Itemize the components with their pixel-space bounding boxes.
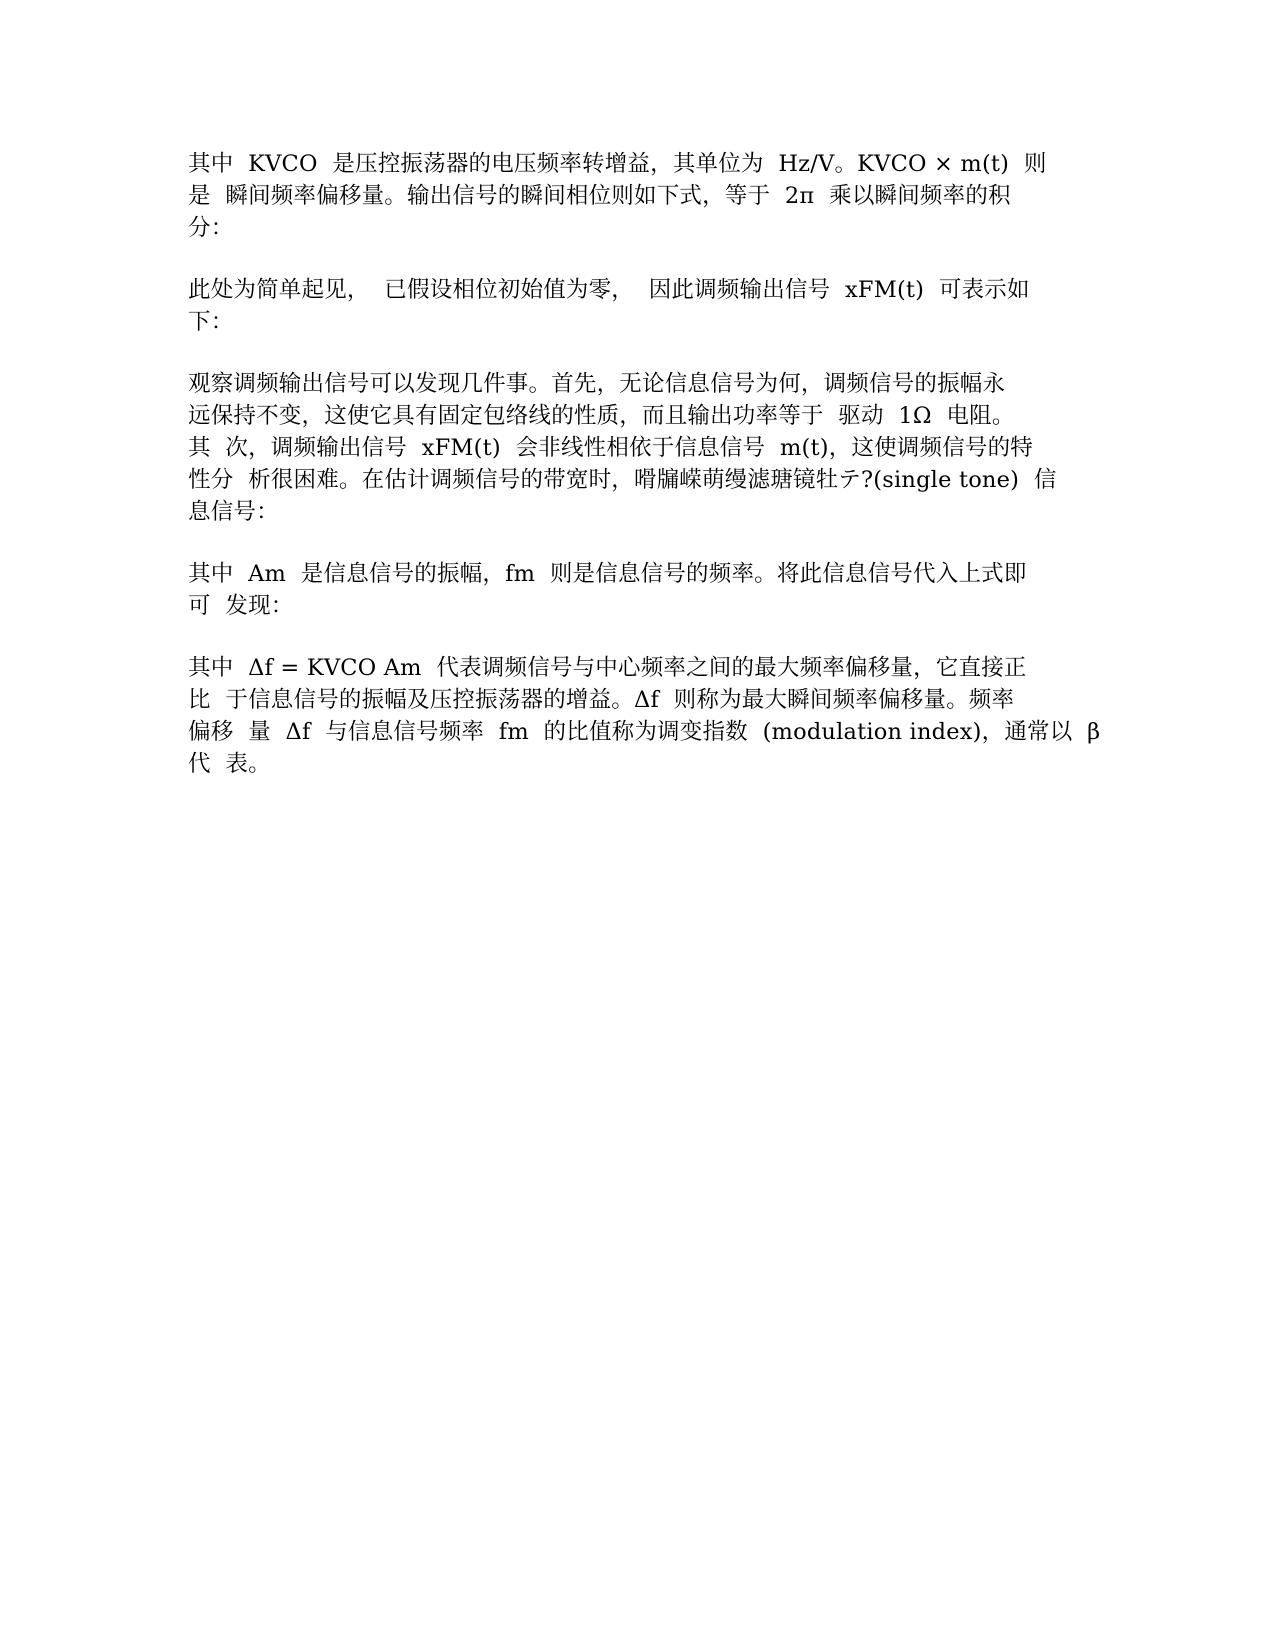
text-line: 分： (188, 215, 234, 241)
text-line: 性分 析很困难。在估计调频信号的带宽时，嗗牖嵘萌缦滤瑭镜牡テ?(single tone) 信 (188, 467, 1057, 493)
paragraph-initial-phase (188, 274, 1088, 338)
text-line: 此处为简单起见， 已假设相位初始值为零， 因此调频输出信号 xFM(t) 可表示如 (188, 277, 1030, 303)
paragraph-spacer (188, 338, 1088, 368)
paragraph-spacer (188, 244, 1088, 274)
text-line: 其中 Δf = KVCO Am 代表调频信号与中心频率之间的最大频率偏移量，它直接正 (188, 655, 1027, 681)
text-line: 其中 KVCO 是压控振荡器的电压频率转增益，其单位为 Hz/V。KVCO × m(t) 则 (188, 151, 1047, 177)
paragraph-amplitude-frequency (188, 558, 1088, 622)
document-body (188, 148, 1101, 780)
text-line: 代 表。 (188, 751, 271, 777)
text-line: 息信号： (188, 499, 279, 525)
paragraph-spacer (188, 528, 1088, 558)
text-line: 其 次，调频输出信号 xFM(t) 会非线性相依于信息信号 m(t)，这使调频信号的特 (188, 435, 1033, 461)
paragraph-spacer (188, 622, 1088, 652)
text-line: 是 瞬间频率偏移量。输出信号的瞬间相位则如下式，等于 2π 乘以瞬间频率的积 (188, 183, 1011, 209)
text-line: 偏移 量 Δf 与信息信号频率 fm 的比值称为调变指数 (modulation index)，通常以 β (188, 719, 1101, 745)
paragraph-kvco-definition (188, 148, 1088, 244)
text-line: 可 发现： (188, 593, 294, 619)
paragraph-modulation-index (188, 652, 1101, 780)
text-line: 远保持不变，这使它具有固定包络线的性质，而且输出功率等于 驱动 1Ω 电阻。 (188, 403, 1015, 429)
paragraph-fm-observations (188, 368, 1088, 528)
text-line: 观察调频输出信号可以发现几件事。首先，无论信息信号为何，调频信号的振幅永 (188, 371, 1006, 397)
text-line: 下： (188, 309, 234, 335)
text-line: 其中 Am 是信息信号的振幅，fm 则是信息信号的频率。将此信息信号代入上式即 (188, 561, 1027, 587)
text-line: 比 于信息信号的振幅及压控振荡器的增益。Δf 则称为最大瞬间频率偏移量。频率 (188, 687, 1015, 713)
